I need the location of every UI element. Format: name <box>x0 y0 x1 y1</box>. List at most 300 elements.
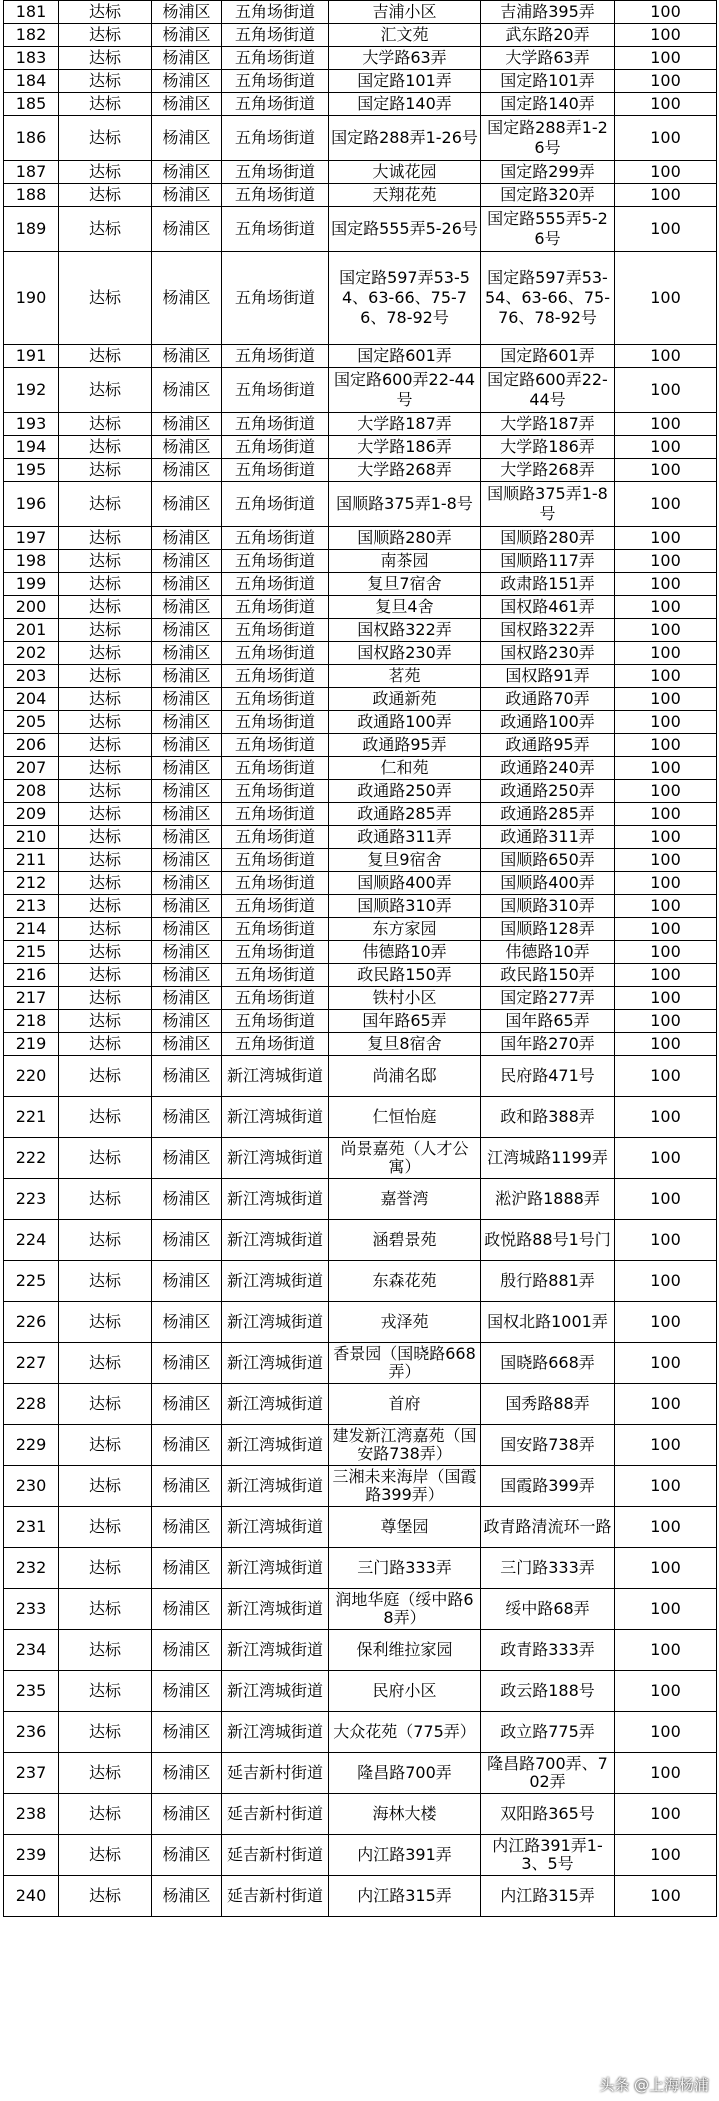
street-cell: 新江湾城街道 <box>222 1507 329 1548</box>
address-cell: 国顺路128弄 <box>481 918 615 941</box>
table-row <box>4 24 717 47</box>
row-number-cell: 182 <box>4 24 59 47</box>
status-cell: 达标 <box>59 1794 152 1835</box>
status-cell: 达标 <box>59 1302 152 1343</box>
table-row <box>4 849 717 872</box>
table-row <box>4 941 717 964</box>
address-cell: 政悦路88号1号门 <box>481 1220 615 1261</box>
status-cell: 达标 <box>59 1425 152 1466</box>
score-cell: 100 <box>615 780 717 803</box>
address-cell: 国定路140弄 <box>481 93 615 116</box>
address-cell: 国定路597弄53-54、63-66、75-76、78-92号 <box>481 252 615 345</box>
community-name-cell: 内江路391弄 <box>329 1835 481 1876</box>
street-cell: 新江湾城街道 <box>222 1179 329 1220</box>
row-number-cell: 192 <box>4 368 59 413</box>
score-cell: 100 <box>615 1548 717 1589</box>
table-row <box>4 161 717 184</box>
table-row <box>4 207 717 252</box>
score-cell: 100 <box>615 527 717 550</box>
score-cell: 100 <box>615 1302 717 1343</box>
row-number-cell: 240 <box>4 1876 59 1917</box>
status-cell: 达标 <box>59 964 152 987</box>
table-row <box>4 368 717 413</box>
address-cell: 民府路471号 <box>481 1056 615 1097</box>
score-cell: 100 <box>615 1794 717 1835</box>
status-cell: 达标 <box>59 688 152 711</box>
district-cell: 杨浦区 <box>152 70 222 93</box>
score-cell: 100 <box>615 918 717 941</box>
row-number-cell: 210 <box>4 826 59 849</box>
district-cell: 杨浦区 <box>152 459 222 482</box>
street-cell: 五角场街道 <box>222 161 329 184</box>
score-cell: 100 <box>615 596 717 619</box>
table-row <box>4 757 717 780</box>
district-cell: 杨浦区 <box>152 1753 222 1794</box>
address-cell: 国顺路117弄 <box>481 550 615 573</box>
community-name-cell: 国顺路375弄1-8号 <box>329 482 481 527</box>
table-row <box>4 826 717 849</box>
status-cell: 达标 <box>59 482 152 527</box>
district-cell: 杨浦区 <box>152 1097 222 1138</box>
community-name-cell: 大诚花园 <box>329 161 481 184</box>
district-cell: 杨浦区 <box>152 1712 222 1753</box>
street-cell: 新江湾城街道 <box>222 1220 329 1261</box>
score-cell: 100 <box>615 1507 717 1548</box>
community-name-cell: 政通路250弄 <box>329 780 481 803</box>
community-name-cell: 国顺路400弄 <box>329 872 481 895</box>
street-cell: 五角场街道 <box>222 987 329 1010</box>
address-cell: 吉浦路395弄 <box>481 1 615 24</box>
district-cell: 杨浦区 <box>152 1056 222 1097</box>
address-cell: 政通路100弄 <box>481 711 615 734</box>
street-cell: 五角场街道 <box>222 780 329 803</box>
community-name-cell: 仁恒怡庭 <box>329 1097 481 1138</box>
street-cell: 新江湾城街道 <box>222 1548 329 1589</box>
row-number-cell: 183 <box>4 47 59 70</box>
address-cell: 国权北路1001弄 <box>481 1302 615 1343</box>
table-row <box>4 459 717 482</box>
row-number-cell: 205 <box>4 711 59 734</box>
row-number-cell: 229 <box>4 1425 59 1466</box>
status-cell: 达标 <box>59 527 152 550</box>
community-name-cell: 政民路150弄 <box>329 964 481 987</box>
community-name-cell: 汇文苑 <box>329 24 481 47</box>
street-cell: 五角场街道 <box>222 895 329 918</box>
street-cell: 新江湾城街道 <box>222 1261 329 1302</box>
row-number-cell: 184 <box>4 70 59 93</box>
community-name-cell: 国定路601弄 <box>329 345 481 368</box>
street-cell: 五角场街道 <box>222 872 329 895</box>
status-cell: 达标 <box>59 459 152 482</box>
table-row <box>4 413 717 436</box>
score-cell: 100 <box>615 207 717 252</box>
status-cell: 达标 <box>59 47 152 70</box>
row-number-cell: 236 <box>4 1712 59 1753</box>
street-cell: 五角场街道 <box>222 413 329 436</box>
score-cell: 100 <box>615 24 717 47</box>
status-cell: 达标 <box>59 780 152 803</box>
score-cell: 100 <box>615 47 717 70</box>
street-cell: 新江湾城街道 <box>222 1589 329 1630</box>
score-cell: 100 <box>615 1466 717 1507</box>
status-cell: 达标 <box>59 550 152 573</box>
street-cell: 五角场街道 <box>222 918 329 941</box>
row-number-cell: 194 <box>4 436 59 459</box>
score-cell: 100 <box>615 1876 717 1917</box>
table-row <box>4 619 717 642</box>
row-number-cell: 200 <box>4 596 59 619</box>
district-cell: 杨浦区 <box>152 161 222 184</box>
address-cell: 国定路277弄 <box>481 987 615 1010</box>
row-number-cell: 239 <box>4 1835 59 1876</box>
table-row <box>4 70 717 93</box>
score-cell: 100 <box>615 1097 717 1138</box>
status-cell: 达标 <box>59 1056 152 1097</box>
district-cell: 杨浦区 <box>152 780 222 803</box>
street-cell: 延吉新村街道 <box>222 1876 329 1917</box>
community-name-cell: 三湘未来海岸（国霞路399弄） <box>329 1466 481 1507</box>
table-row <box>4 1630 717 1671</box>
address-cell: 淞沪路1888弄 <box>481 1179 615 1220</box>
community-name-cell: 大学路187弄 <box>329 413 481 436</box>
street-cell: 五角场街道 <box>222 459 329 482</box>
address-cell: 国安路738弄 <box>481 1425 615 1466</box>
score-cell: 100 <box>615 665 717 688</box>
table-row <box>4 1302 717 1343</box>
table-row <box>4 918 717 941</box>
street-cell: 五角场街道 <box>222 734 329 757</box>
address-cell: 国年路270弄 <box>481 1033 615 1056</box>
street-cell: 新江湾城街道 <box>222 1343 329 1384</box>
table-row <box>4 964 717 987</box>
community-name-cell: 大众花苑（775弄） <box>329 1712 481 1753</box>
community-name-cell: 茗苑 <box>329 665 481 688</box>
district-cell: 杨浦区 <box>152 1671 222 1712</box>
table-row <box>4 345 717 368</box>
community-name-cell: 政通路285弄 <box>329 803 481 826</box>
status-cell: 达标 <box>59 1835 152 1876</box>
status-cell: 达标 <box>59 757 152 780</box>
status-cell: 达标 <box>59 1630 152 1671</box>
street-cell: 五角场街道 <box>222 941 329 964</box>
table-row <box>4 1056 717 1097</box>
table-row <box>4 1261 717 1302</box>
score-cell: 100 <box>615 459 717 482</box>
row-number-cell: 227 <box>4 1343 59 1384</box>
score-cell: 100 <box>615 1343 717 1384</box>
row-number-cell: 207 <box>4 757 59 780</box>
community-name-cell: 国定路140弄 <box>329 93 481 116</box>
address-cell: 国定路288弄1-26号 <box>481 116 615 161</box>
address-cell: 政青路333弄 <box>481 1630 615 1671</box>
status-cell: 达标 <box>59 368 152 413</box>
status-cell: 达标 <box>59 665 152 688</box>
address-cell: 伟德路10弄 <box>481 941 615 964</box>
community-name-cell: 内江路315弄 <box>329 1876 481 1917</box>
table-row <box>4 1138 717 1179</box>
district-cell: 杨浦区 <box>152 987 222 1010</box>
row-number-cell: 222 <box>4 1138 59 1179</box>
district-cell: 杨浦区 <box>152 734 222 757</box>
street-cell: 五角场街道 <box>222 573 329 596</box>
status-cell: 达标 <box>59 642 152 665</box>
street-cell: 五角场街道 <box>222 757 329 780</box>
community-name-cell: 大学路186弄 <box>329 436 481 459</box>
row-number-cell: 197 <box>4 527 59 550</box>
street-cell: 延吉新村街道 <box>222 1753 329 1794</box>
district-cell: 杨浦区 <box>152 252 222 345</box>
row-number-cell: 232 <box>4 1548 59 1589</box>
community-name-cell: 国定路600弄22-44号 <box>329 368 481 413</box>
community-name-cell: 隆昌路700弄 <box>329 1753 481 1794</box>
street-cell: 新江湾城街道 <box>222 1097 329 1138</box>
row-number-cell: 234 <box>4 1630 59 1671</box>
address-cell: 大学路63弄 <box>481 47 615 70</box>
table-row <box>4 1 717 24</box>
address-cell: 政通路250弄 <box>481 780 615 803</box>
district-cell: 杨浦区 <box>152 1010 222 1033</box>
address-cell: 内江路315弄 <box>481 1876 615 1917</box>
status-cell: 达标 <box>59 1033 152 1056</box>
status-cell: 达标 <box>59 345 152 368</box>
district-cell: 杨浦区 <box>152 711 222 734</box>
address-cell: 国定路320弄 <box>481 184 615 207</box>
district-cell: 杨浦区 <box>152 803 222 826</box>
score-cell: 100 <box>615 1261 717 1302</box>
address-cell: 江湾城路1199弄 <box>481 1138 615 1179</box>
status-cell: 达标 <box>59 826 152 849</box>
table-row <box>4 1033 717 1056</box>
street-cell: 新江湾城街道 <box>222 1712 329 1753</box>
row-number-cell: 216 <box>4 964 59 987</box>
table-row <box>4 252 717 345</box>
score-cell: 100 <box>615 93 717 116</box>
community-name-cell: 政通路95弄 <box>329 734 481 757</box>
status-cell: 达标 <box>59 1 152 24</box>
community-name-cell: 尊堡园 <box>329 1507 481 1548</box>
address-cell: 国权路322弄 <box>481 619 615 642</box>
street-cell: 五角场街道 <box>222 436 329 459</box>
street-cell: 新江湾城街道 <box>222 1056 329 1097</box>
community-name-cell: 政通新苑 <box>329 688 481 711</box>
district-cell: 杨浦区 <box>152 436 222 459</box>
table-row <box>4 573 717 596</box>
address-cell: 国霞路399弄 <box>481 1466 615 1507</box>
district-cell: 杨浦区 <box>152 207 222 252</box>
address-cell: 政通路95弄 <box>481 734 615 757</box>
address-cell: 三门路333弄 <box>481 1548 615 1589</box>
row-number-cell: 202 <box>4 642 59 665</box>
community-name-cell: 天翔花苑 <box>329 184 481 207</box>
score-cell: 100 <box>615 70 717 93</box>
table-row <box>4 1835 717 1876</box>
score-cell: 100 <box>615 1425 717 1466</box>
district-cell: 杨浦区 <box>152 24 222 47</box>
address-cell: 双阳路365号 <box>481 1794 615 1835</box>
table-row <box>4 803 717 826</box>
community-name-cell: 保利维拉家园 <box>329 1630 481 1671</box>
community-name-cell: 吉浦小区 <box>329 1 481 24</box>
community-name-cell: 国定路101弄 <box>329 70 481 93</box>
status-cell: 达标 <box>59 1712 152 1753</box>
score-cell: 100 <box>615 688 717 711</box>
row-number-cell: 198 <box>4 550 59 573</box>
street-cell: 五角场街道 <box>222 964 329 987</box>
address-cell: 国顺路650弄 <box>481 849 615 872</box>
district-cell: 杨浦区 <box>152 895 222 918</box>
row-number-cell: 228 <box>4 1384 59 1425</box>
district-cell: 杨浦区 <box>152 1343 222 1384</box>
address-cell: 殷行路881弄 <box>481 1261 615 1302</box>
street-cell: 五角场街道 <box>222 24 329 47</box>
status-cell: 达标 <box>59 1220 152 1261</box>
street-cell: 五角场街道 <box>222 619 329 642</box>
row-number-cell: 237 <box>4 1753 59 1794</box>
status-cell: 达标 <box>59 803 152 826</box>
status-cell: 达标 <box>59 987 152 1010</box>
table-row <box>4 436 717 459</box>
score-cell: 100 <box>615 987 717 1010</box>
district-cell: 杨浦区 <box>152 47 222 70</box>
district-cell: 杨浦区 <box>152 482 222 527</box>
street-cell: 五角场街道 <box>222 1033 329 1056</box>
score-cell: 100 <box>615 184 717 207</box>
community-name-cell: 国定路597弄53-54、63-66、75-76、78-92号 <box>329 252 481 345</box>
status-cell: 达标 <box>59 1753 152 1794</box>
community-name-cell: 复旦7宿舍 <box>329 573 481 596</box>
row-number-cell: 217 <box>4 987 59 1010</box>
street-cell: 延吉新村街道 <box>222 1835 329 1876</box>
score-cell: 100 <box>615 1056 717 1097</box>
status-cell: 达标 <box>59 93 152 116</box>
score-cell: 100 <box>615 895 717 918</box>
address-cell: 国顺路375弄1-8号 <box>481 482 615 527</box>
community-name-cell: 尚景嘉苑（人才公寓） <box>329 1138 481 1179</box>
community-name-cell: 复旦8宿舍 <box>329 1033 481 1056</box>
table-row <box>4 93 717 116</box>
row-number-cell: 238 <box>4 1794 59 1835</box>
community-name-cell: 润地华庭（绥中路68弄） <box>329 1589 481 1630</box>
row-number-cell: 211 <box>4 849 59 872</box>
status-cell: 达标 <box>59 1548 152 1589</box>
community-name-cell: 伟德路10弄 <box>329 941 481 964</box>
address-cell: 国权路91弄 <box>481 665 615 688</box>
district-cell: 杨浦区 <box>152 1835 222 1876</box>
community-name-cell: 尚浦名邸 <box>329 1056 481 1097</box>
community-name-cell: 铁村小区 <box>329 987 481 1010</box>
status-cell: 达标 <box>59 895 152 918</box>
row-number-cell: 235 <box>4 1671 59 1712</box>
community-name-cell: 大学路63弄 <box>329 47 481 70</box>
district-cell: 杨浦区 <box>152 1138 222 1179</box>
table-row <box>4 527 717 550</box>
community-name-cell: 国顺路280弄 <box>329 527 481 550</box>
row-number-cell: 208 <box>4 780 59 803</box>
score-cell: 100 <box>615 1753 717 1794</box>
district-cell: 杨浦区 <box>152 1220 222 1261</box>
row-number-cell: 186 <box>4 116 59 161</box>
score-cell: 100 <box>615 1589 717 1630</box>
street-cell: 五角场街道 <box>222 252 329 345</box>
address-cell: 政通路70弄 <box>481 688 615 711</box>
row-number-cell: 209 <box>4 803 59 826</box>
row-number-cell: 181 <box>4 1 59 24</box>
table-row <box>4 987 717 1010</box>
table-row <box>4 1589 717 1630</box>
score-cell: 100 <box>615 161 717 184</box>
community-name-cell: 复旦9宿舍 <box>329 849 481 872</box>
address-cell: 政云路188号 <box>481 1671 615 1712</box>
street-cell: 五角场街道 <box>222 849 329 872</box>
street-cell: 新江湾城街道 <box>222 1425 329 1466</box>
street-cell: 五角场街道 <box>222 93 329 116</box>
status-cell: 达标 <box>59 1466 152 1507</box>
row-number-cell: 189 <box>4 207 59 252</box>
district-cell: 杨浦区 <box>152 918 222 941</box>
table-row <box>4 872 717 895</box>
status-cell: 达标 <box>59 436 152 459</box>
table-row <box>4 1548 717 1589</box>
community-name-cell: 国顺路310弄 <box>329 895 481 918</box>
address-cell: 大学路187弄 <box>481 413 615 436</box>
score-cell: 100 <box>615 573 717 596</box>
street-cell: 新江湾城街道 <box>222 1671 329 1712</box>
address-cell: 政肃路151弄 <box>481 573 615 596</box>
table-row <box>4 1466 717 1507</box>
status-cell: 达标 <box>59 941 152 964</box>
street-cell: 五角场街道 <box>222 527 329 550</box>
table-row <box>4 1097 717 1138</box>
district-cell: 杨浦区 <box>152 1548 222 1589</box>
table-row <box>4 1010 717 1033</box>
street-cell: 五角场街道 <box>222 482 329 527</box>
row-number-cell: 204 <box>4 688 59 711</box>
status-cell: 达标 <box>59 711 152 734</box>
table-row <box>4 711 717 734</box>
score-cell: 100 <box>615 1712 717 1753</box>
community-name-cell: 大学路268弄 <box>329 459 481 482</box>
score-cell: 100 <box>615 711 717 734</box>
score-cell: 100 <box>615 964 717 987</box>
street-cell: 五角场街道 <box>222 116 329 161</box>
address-cell: 国晓路668弄 <box>481 1343 615 1384</box>
row-number-cell: 201 <box>4 619 59 642</box>
status-cell: 达标 <box>59 1876 152 1917</box>
district-cell: 杨浦区 <box>152 688 222 711</box>
district-cell: 杨浦区 <box>152 596 222 619</box>
score-cell: 100 <box>615 849 717 872</box>
street-cell: 五角场街道 <box>222 596 329 619</box>
status-cell: 达标 <box>59 1384 152 1425</box>
address-cell: 国顺路280弄 <box>481 527 615 550</box>
score-cell: 100 <box>615 1 717 24</box>
street-cell: 新江湾城街道 <box>222 1302 329 1343</box>
address-cell: 政通路311弄 <box>481 826 615 849</box>
street-cell: 五角场街道 <box>222 642 329 665</box>
street-cell: 五角场街道 <box>222 345 329 368</box>
table-row <box>4 642 717 665</box>
address-cell: 国权路461弄 <box>481 596 615 619</box>
district-cell: 杨浦区 <box>152 1261 222 1302</box>
score-cell: 100 <box>615 1384 717 1425</box>
score-cell: 100 <box>615 826 717 849</box>
row-number-cell: 195 <box>4 459 59 482</box>
street-cell: 延吉新村街道 <box>222 1794 329 1835</box>
row-number-cell: 193 <box>4 413 59 436</box>
status-cell: 达标 <box>59 596 152 619</box>
district-cell: 杨浦区 <box>152 413 222 436</box>
street-cell: 五角场街道 <box>222 1010 329 1033</box>
